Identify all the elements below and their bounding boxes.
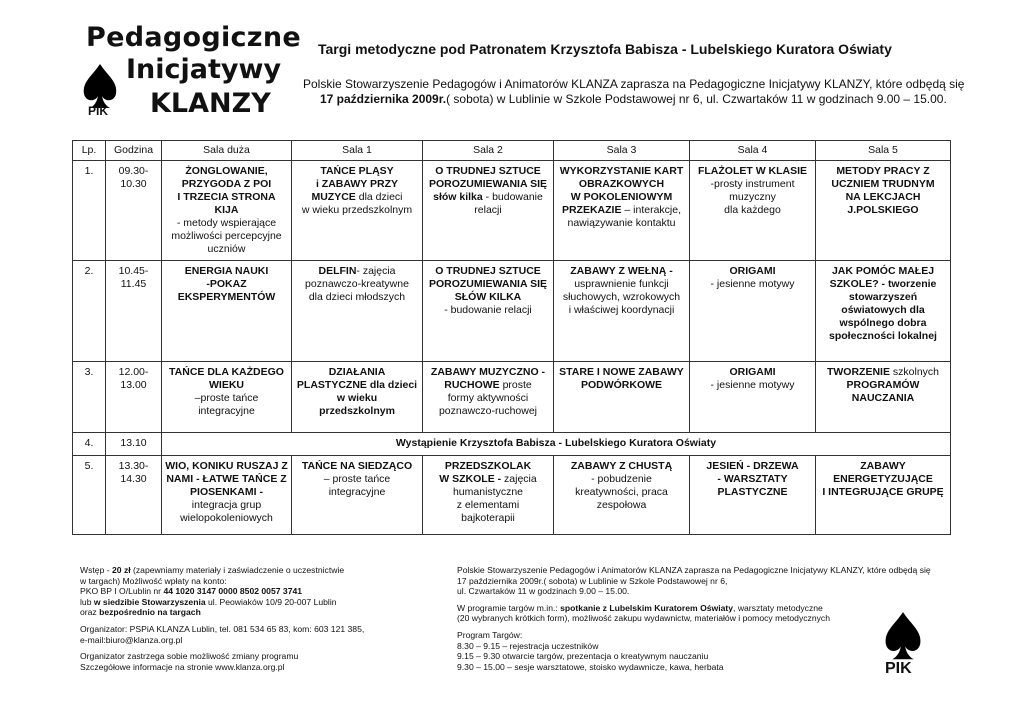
session-cell <box>292 456 423 535</box>
organizer-line: Organizator: PSPiA KLANZA Lublin, tel. 081 534 65 83, kom: 603 121 385, <box>80 623 365 634</box>
session-title: ZABAWY MUZYCZNO - RUCHOWE <box>430 366 546 391</box>
session-title: FLAŻOLET W KLASIE <box>697 165 808 177</box>
session-cell <box>162 261 292 362</box>
session-desc: – interakcje, nawiązywanie kontaktu <box>567 204 682 229</box>
repeat-invite-2: 17 października 2009r.( sobota) w Lublinie w Szkole Podstawowej nr 6, <box>457 575 728 586</box>
session-title: PRZEDSZKOLAK W SZKOLE - <box>439 460 532 485</box>
session-title: ŻONGLOWANIE, PRZYGODA Z POI I TRZECIA STRONA KIJA <box>177 165 276 216</box>
office-address: ul. Peowiaków 10/9 20-007 Lublin <box>205 596 337 607</box>
invitation <box>303 77 983 107</box>
fee-line <box>80 565 440 576</box>
session-desc: –proste tańce integracyjne <box>194 392 259 417</box>
invitation-line2 <box>303 92 983 107</box>
table-row <box>73 362 951 433</box>
row-time: 13.30- 14.30 <box>106 456 162 535</box>
session-desc: - zajęcia poznawczo-kreatywne dla dzieci młodszych <box>305 265 409 303</box>
session-title: JESIEŃ - DRZEWA - WARSZTATY PLASTYCZNE <box>706 460 799 498</box>
program-item: 9.30 – 15.00 – sesje warsztatowe, stoisko wydawnicze, kawa, herbata <box>457 661 724 672</box>
organizer-email: e-mail:biuro@klanza.org.pl <box>80 634 183 645</box>
invitation-date: 17 października 2009r. <box>320 92 447 106</box>
col-header: Lp. <box>73 141 106 161</box>
session-cell <box>292 362 423 433</box>
session-desc: dla dzieci w wieku przedszkolnym <box>301 191 413 216</box>
session-cell <box>162 456 292 535</box>
bank-account: 44 1020 3147 0000 8502 0057 3741 <box>163 586 303 597</box>
session-desc: zajęcia humanistyczne z elementami bajkoterapii <box>452 473 537 524</box>
invitation-rest: ( sobota) w Lublinie w Szkole Podstawowej nr 6, ul. Czwartaków 11 w godzinach 9.00 – 15.00. <box>446 92 947 106</box>
col-header: Sala 4 <box>690 141 816 161</box>
logo-line1: Pedagogiczne <box>86 22 301 53</box>
repeat-invite-3: ul. Czwartaków 11 w godzinach 9.00 – 15.00. <box>457 586 630 597</box>
row-number: 1. <box>73 161 106 261</box>
bank-label: PKO BP I O/Lublin nr <box>80 586 164 597</box>
session-desc: - pobudzenie kreatywności, praca zespołowa <box>575 473 668 511</box>
highlights-text: W programie targów m.in.: <box>457 602 561 613</box>
col-header: Sala 3 <box>554 141 690 161</box>
table-row <box>73 161 951 261</box>
session-cell <box>690 261 816 362</box>
row-number: 5. <box>73 456 106 535</box>
table-row <box>73 433 951 456</box>
session-desc: usprawnienie funkcji słuchowych, wzrokowych i właściwej koordynacji <box>562 278 681 316</box>
session-cell <box>554 456 690 535</box>
session-cell <box>423 161 554 261</box>
row-time: 13.10 <box>106 433 162 456</box>
col-header: Godzina <box>106 141 162 161</box>
program-item: 9.15 – 9.30 otwarcie targów, prezentacja o kreatywnym nauczaniu <box>457 651 709 662</box>
speech-cell: Wystąpienie Krzysztofa Babisza - Lubelskiego Kuratora Oświaty <box>162 433 951 456</box>
session-title: ENERGIA NAUKI -POKAZ EKSPERYMENTÓW <box>177 265 276 303</box>
footer-left <box>80 565 440 672</box>
session-title: TAŃCE NA SIEDZĄCO <box>301 460 413 472</box>
session-title: ORIGAMI <box>729 265 776 277</box>
session-desc: – proste tańce integracyjne <box>323 473 391 498</box>
session-desc: - jesienne motywy <box>710 379 795 391</box>
session-title-2: PROGRAMÓW NAUCZANIA <box>846 379 920 404</box>
col-header: Sala 1 <box>292 141 423 161</box>
program-title: Program Targów: <box>457 629 523 640</box>
session-title: TWORZENIE <box>826 366 890 378</box>
row-time: 09.30- 10.30 <box>106 161 162 261</box>
session-title: ORIGAMI <box>729 366 776 378</box>
onsite-text: oraz <box>80 607 100 618</box>
col-header: Sala duża <box>162 141 292 161</box>
table-row <box>73 261 951 362</box>
session-title: JAK POMÓC MAŁEJ SZKOLE? - tworzenie stowarzyszeń oświatowych dla wspólnego dobra społeczności lokalnej <box>829 265 937 342</box>
session-cell <box>816 161 951 261</box>
onsite-line <box>80 607 440 618</box>
session-title: ZABAWY Z WEŁNĄ - <box>570 265 673 277</box>
program-highlights-2: (20 wybranych krótkich form), możliwość zakupu wydawnictw, materiałów i pomocy metodycznych <box>457 613 831 624</box>
fee-amount: 20 zł <box>112 565 131 575</box>
session-desc: -prosty instrument muzyczny dla każdego <box>710 178 795 216</box>
session-title: TAŃCE DLA KAŻDEGO WIEKU <box>169 366 284 391</box>
session-cell <box>162 161 292 261</box>
row-time: 12.00- 13.00 <box>106 362 162 433</box>
session-cell <box>690 161 816 261</box>
table-row <box>73 456 951 535</box>
onsite-bold: bezpośrednio na targach <box>99 607 201 618</box>
session-cell <box>690 362 816 433</box>
session-title: ZABAWY Z CHUSTĄ <box>570 460 673 472</box>
session-title: WYKORZYSTANIE KART OBRAZKOWYCH W POKOLENIOWYM PRZEKAZIE <box>559 165 684 216</box>
session-cell <box>554 161 690 261</box>
session-cell <box>554 362 690 433</box>
fee-line-2: w targach) Możliwość wpłaty na konto: <box>80 575 227 586</box>
office-bold: w siedzibie Stowarzyszenia <box>93 596 206 607</box>
session-cell <box>554 261 690 362</box>
session-cell <box>292 261 423 362</box>
row-number: 4. <box>73 433 106 456</box>
klanza-logo <box>82 22 301 120</box>
session-cell <box>423 261 554 362</box>
row-number: 3. <box>73 362 106 433</box>
highlights-text: , warsztaty metodyczne <box>733 602 823 613</box>
session-title: DZIAŁANIA PLASTYCZNE dla dzieci w wieku przedszkolnym <box>296 366 418 417</box>
session-desc: integracja grup wielopokoleniowych <box>180 499 273 524</box>
row-time: 10.45- 11.45 <box>106 261 162 362</box>
col-header: Sala 5 <box>816 141 951 161</box>
bank-line <box>80 586 440 597</box>
office-line <box>80 597 440 608</box>
session-title: METODY PRACY Z UCZNIEM TRUDNYM NA LEKCJACH J.POLSKIEGO <box>831 165 935 216</box>
session-title: TAŃCE PLĄSY i ZABAWY PRZY MUZYCE <box>311 165 399 203</box>
program-item: 8.30 – 9.15 – rejestracja uczestników <box>457 640 599 651</box>
disclaimer: Organizator zastrzega sobie możliwość zmiany programu <box>80 651 299 662</box>
session-cell <box>162 362 292 433</box>
session-cell <box>690 456 816 535</box>
session-desc: - budowanie relacji <box>474 191 543 216</box>
fee-text: (zapewniamy materiały i zaświadczenie o uczestnictwie <box>130 565 345 575</box>
session-cell <box>292 161 423 261</box>
office-text: lub <box>80 596 94 607</box>
session-desc: - jesienne motywy <box>710 278 795 290</box>
session-title: O TRUDNEJ SZTUCE POROZUMIEWANIA SIĘ słów kilka <box>428 165 548 203</box>
logo-pik-mark: PIK <box>88 104 109 118</box>
session-desc: - budowanie relacji <box>444 304 532 316</box>
logo-line3: KLANZY <box>150 88 271 119</box>
table-header-row <box>73 141 951 161</box>
session-cell <box>816 362 951 433</box>
session-desc: - metody wspierające możliwości percepcyjne uczniów <box>171 217 282 255</box>
session-cell <box>423 456 554 535</box>
corner-pik-mark: PIK <box>885 660 912 677</box>
session-desc: szkolnych <box>889 366 940 378</box>
session-title: WIO, KONIKU RUSZAJ Z NAMI - ŁATWE TAŃCE Z PIOSENKAMI - <box>165 460 288 498</box>
session-cell <box>423 362 554 433</box>
fee-text: Wstęp - <box>80 565 112 575</box>
page-title: Targi metodyczne pod Patronatem Krzysztofa Babisza - Lubelskiego Kuratora Oświaty <box>318 41 892 57</box>
highlights-bold: spotkanie z Lubelskim Kuratorem Oświaty <box>560 602 734 613</box>
schedule-table <box>72 140 951 535</box>
session-title: STARE I NOWE ZABAWY PODWÓRKOWE <box>559 366 684 391</box>
session-cell <box>816 456 951 535</box>
session-title: O TRUDNEJ SZTUCE POROZUMIEWANIA SIĘ SŁÓW KILKA <box>428 265 548 303</box>
session-cell <box>816 261 951 362</box>
col-header: Sala 2 <box>423 141 554 161</box>
logo-line2: Inicjatywy <box>126 54 282 85</box>
session-title: DELFIN <box>318 265 357 277</box>
row-number: 2. <box>73 261 106 362</box>
session-title: ZABAWY ENERGETYZUJĄCE I INTEGRUJĄCE GRUPĘ <box>822 460 944 498</box>
website-info: Szczegółowe informacje na stronie www.klanza.org.pl <box>80 661 285 672</box>
invitation-line1: Polskie Stowarzyszenie Pedagogów i Animatorów KLANZA zaprasza na Pedagogiczne Inicjatywy KLANZY, które odbędą się <box>303 77 965 91</box>
session-desc: proste formy aktywności poznawczo-ruchowej <box>438 379 538 417</box>
repeat-invite-1: Polskie Stowarzyszenie Pedagogów i Animatorów KLANZA zaprasza na Pedagogiczne Inicjatywy KLANZY, które odbędą się <box>457 565 931 575</box>
